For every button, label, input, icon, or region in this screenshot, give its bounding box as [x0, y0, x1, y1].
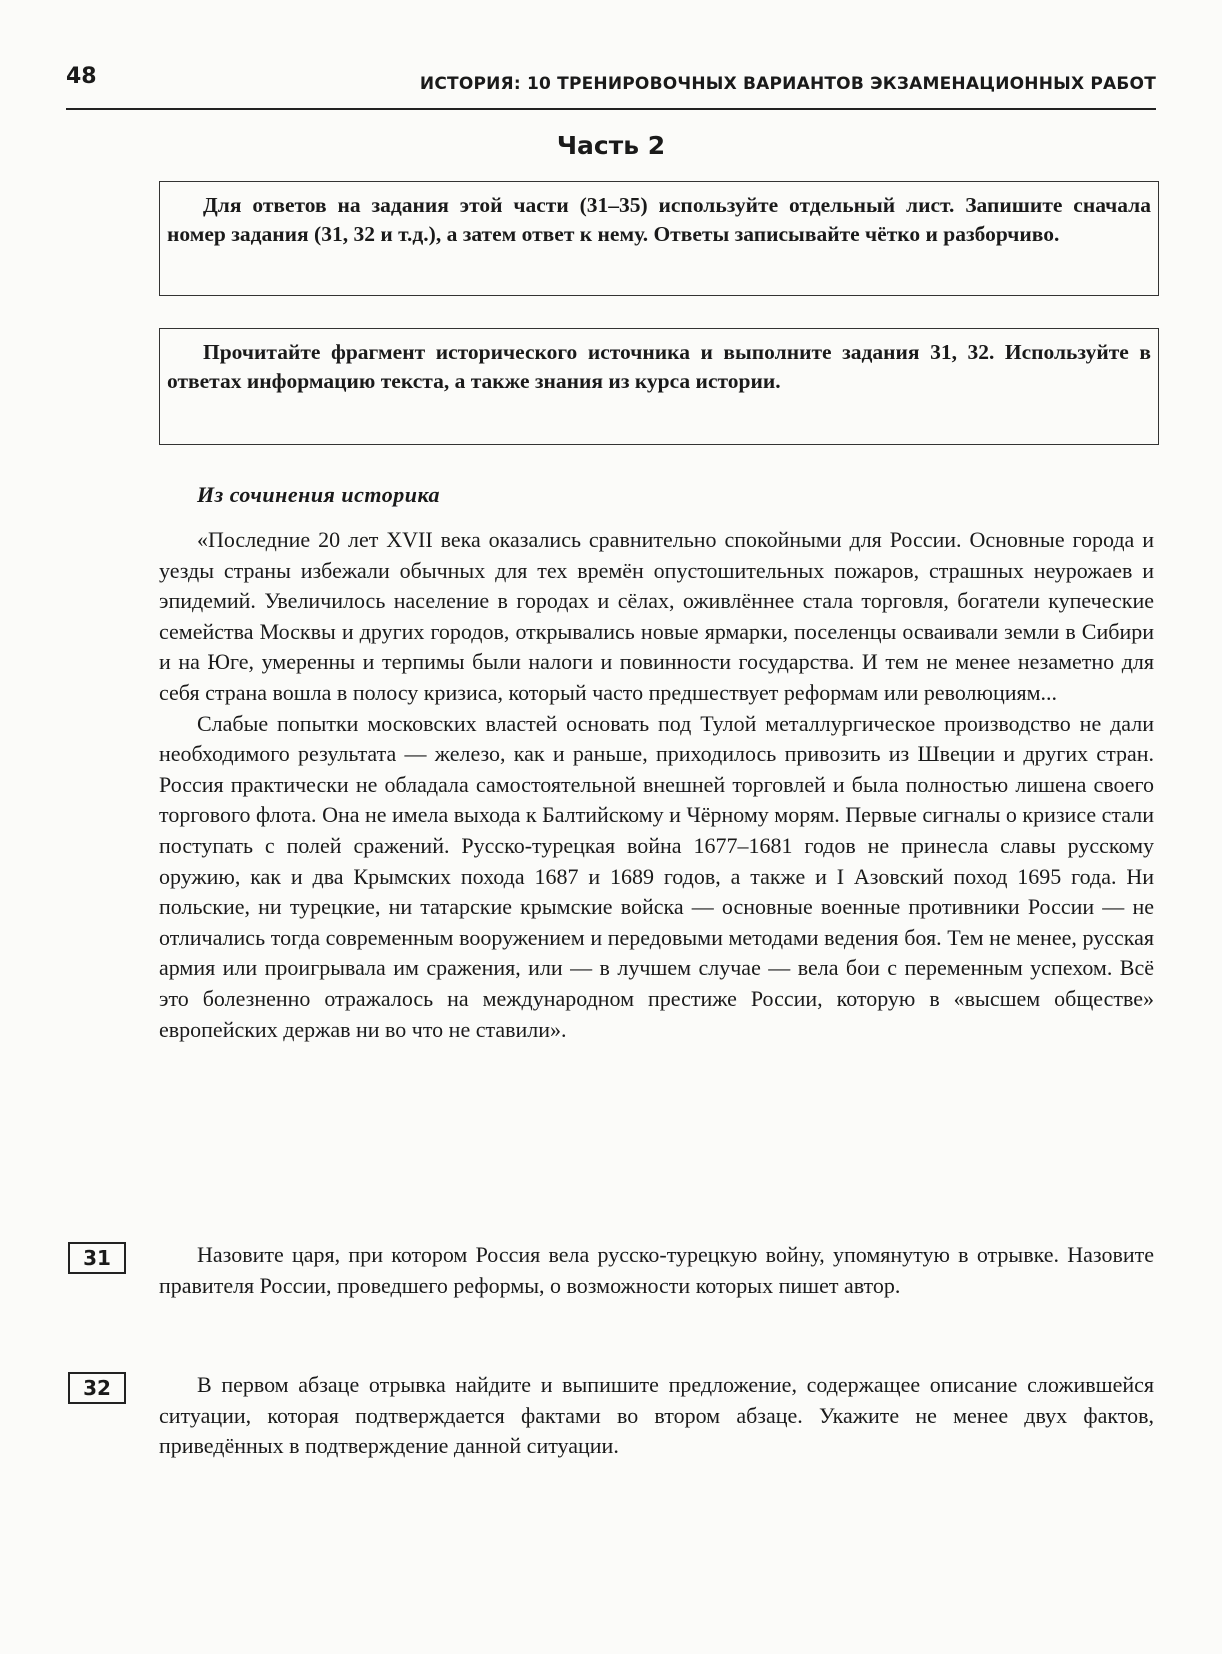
instruction-text-source: Прочитайте фрагмент исторического источника и выполните задания 31, 32. Используйте в ответах информацию текста, а также знания из курса истории.: [167, 340, 1151, 393]
running-title: ИСТОРИЯ: 10 ТРЕНИРОВОЧНЫХ ВАРИАНТОВ ЭКЗАМЕНАЦИОННЫХ РАБОТ: [419, 74, 1156, 94]
source-title: Из сочинения историка: [197, 482, 441, 507]
task-number-badge: 32: [68, 1372, 126, 1404]
task-text: Назовите царя, при котором Россия вела русско-турецкую войну, упомянутую в отрывке. Назовите правителя России, проведшего реформы, о возможности которых пишет автор.: [159, 1242, 1154, 1298]
instruction-box-source: [159, 328, 1159, 445]
instruction-box-answers: [159, 181, 1159, 296]
excerpt-paragraph-1: «Последние 20 лет XVII века оказались сравнительно спокойными для России. Основные города и уезды страны избежали обычных для тех времён опустошительных пожаров, страшных неурожаев и эпидемий. Увеличилось население в городах и сёлах, оживлённее стала торговля, богатели купеческие семейства Москвы и других городов, открывались новые ярмарки, поселенцы осваивали земли в Сибири и на Юге, умеренны и терпимы были налоги и повинности государства. И тем не менее незаметно для себя страна вошла в полосу кризиса, который часто предшествует реформам или революциям...: [159, 527, 1154, 705]
part-title: Часть 2: [556, 131, 666, 160]
page-number: 48: [66, 64, 97, 89]
excerpt-paragraph-2: Слабые попытки московских властей основать под Тулой металлургическое производство не дали необходимого результата — железо, как и раньше, приходилось привозить из Швеции и других стран. Россия практически не обладала самостоятельной внешней торговлей и была полностью лишена своего торгового флота. Она не имела выхода к Балтийскому и Чёрному морям. Первые сигналы о кризисе стали поступать с полей сражений. Русско-турецкая война 1677–1681 годов не принесла славы русскому оружию, как и два Крымских похода 1687 и 1689 годов, а также и I Азовский поход 1695 года. Ни польские, ни турецкие, ни татарские крымские войска — основные военные противники России — не отличались тогда современным вооружением и передовыми методами ведения боя. Тем не менее, русская армия или проигрывала им сражения, или — в лучшем случае — вела бои с переменным успехом. Всё это болезненно отражалось на международном престиже России, которую в «высшем обществе» европейских держав ни во что не ставили».: [159, 710, 1154, 1042]
task-text: В первом абзаце отрывка найдите и выпишите предложение, содержащее описание сложившейся ситуации, которая подтверждается фактами во втором абзаце. Укажите не менее двух фактов, приведённых в подтверждение данной ситуации.: [159, 1372, 1154, 1459]
instruction-text-answers: Для ответов на задания этой части (31–35) используйте отдельный лист. Запишите сначала номер задания (31, 32 и т.д.), а затем ответ к нему. Ответы записывайте чётко и разборчиво.: [167, 193, 1151, 246]
page-header: [66, 62, 1156, 110]
task-number-badge: 31: [68, 1242, 126, 1274]
source-excerpt: [159, 525, 1154, 1045]
